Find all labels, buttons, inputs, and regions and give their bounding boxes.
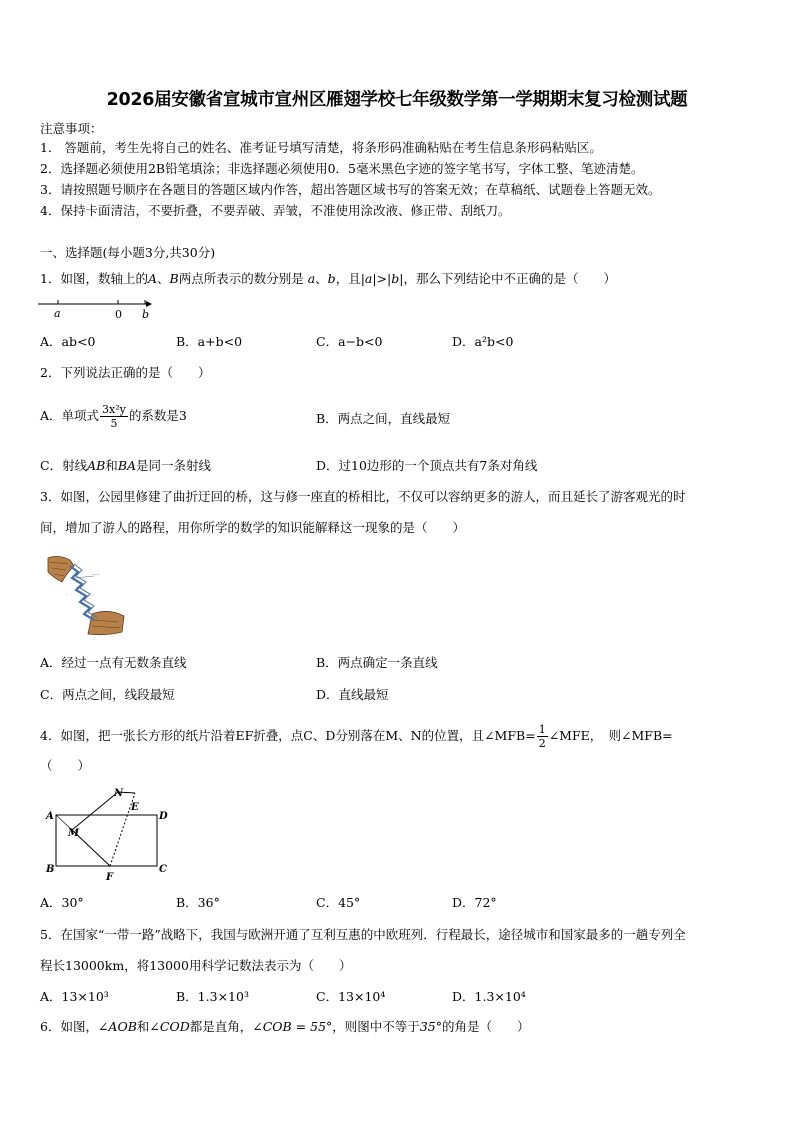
q1-comma: 、 — [315, 271, 328, 286]
label-a: a — [54, 307, 61, 320]
q5-option-a[interactable]: A．13×10³ — [40, 989, 109, 1004]
q2-ray-ab: AB — [87, 458, 106, 473]
q1-text-post: ，那么下列结论中不正确的是（ ） — [403, 271, 616, 286]
question-5-line-2: 程长13000km，将13000用科学记数法表示为（ ） — [40, 958, 352, 973]
label-e: E — [131, 802, 139, 813]
q4-option-d[interactable]: D．72° — [452, 895, 497, 910]
q5-option-b[interactable]: B．1.3×10³ — [176, 989, 249, 1004]
notice-heading: 注意事项： — [40, 121, 103, 136]
q1-text: 1．如图，数轴上的 — [40, 271, 148, 286]
question-5-line-1: 5．在国家“一带一路”战略下，我国与欧洲开通了互利互惠的中欧班列．行程最长，途径城市和国家最多的一趟专列全 — [40, 927, 686, 942]
q1-var-b: b — [327, 271, 336, 286]
label-0: 0 — [115, 308, 122, 321]
q2-fraction-numerator: 3x²y — [102, 403, 126, 416]
q6-angle-aob: ∠AOB — [97, 1019, 137, 1034]
notice-item-2: 2．选择题必须使用2B铅笔填涂；非选择题必须使用0．5毫米黑色字迹的签字笔书写，字体工整、笔迹清楚。 — [40, 161, 644, 176]
q1-sep: 、 — [157, 271, 170, 286]
q1-option-b[interactable]: B．a+b<0 — [176, 334, 243, 349]
q1-option-d[interactable]: D．a²b<0 — [452, 334, 514, 349]
label-b: b — [142, 308, 150, 321]
q3-option-d[interactable]: D．直线最短 — [316, 687, 389, 702]
q2-option-a-post: 的系数是3 — [128, 408, 187, 423]
q6-angle-cod: ∠COD — [149, 1019, 190, 1034]
folded-rectangle-figure — [40, 784, 180, 882]
notice-item-4: 4．保持卡面清洁，不要折叠，不要弄破、弄皱，不准使用涂改液、修正带、刮纸刀。 — [40, 203, 511, 218]
section-heading: 一、选择题(每小题3分,共30分) — [40, 245, 216, 260]
q5-option-c[interactable]: C．13×10⁴ — [316, 989, 386, 1004]
label-n: N — [114, 788, 124, 799]
number-line-arrow — [146, 301, 152, 307]
q2-option-c[interactable] — [40, 458, 211, 474]
q1-cond-pre: ，且 — [335, 271, 361, 286]
q1-text-mid: 两点所表示的数分别是 — [178, 271, 304, 286]
q2-option-a[interactable] — [40, 403, 187, 430]
notice-item-1: 1． 答题前，考生先将自己的姓名、准考证号填写清楚，将条形码准确粘贴在考生信息条形码粘贴区。 — [40, 140, 602, 155]
question-1-stem — [40, 271, 616, 287]
zigzag-bridge-figure — [44, 552, 128, 638]
q6-text-post-pre: ，则图中不等于 — [332, 1019, 420, 1034]
page-title: 2026届安徽省宣城市宣州区雁翅学校七年级数学第一学期期末复习检测试题 — [106, 90, 688, 110]
label-a: A — [46, 811, 54, 822]
q2-fraction-denominator: 5 — [110, 417, 118, 430]
q2-option-b[interactable]: B．两点之间，直线最短 — [316, 411, 451, 426]
q4-text-post: ∠MFE， 则∠MFB= — [548, 728, 673, 743]
q6-text-mid: 都是直角， — [189, 1019, 253, 1034]
q4-text: 4．如图，把一张长方形的纸片沿着EF折叠，点C、D分别落在M、N的位置，且∠MFB= — [40, 728, 536, 743]
label-c: C — [159, 864, 167, 875]
q3-option-b[interactable]: B．两点确定一条直线 — [316, 655, 438, 670]
q6-and: 和 — [136, 1019, 150, 1034]
q2-option-c-post: 是同一条射线 — [136, 458, 212, 473]
question-4-stem — [40, 723, 673, 750]
q6-text-post: 的角是（ ） — [441, 1019, 530, 1034]
q6-condition: ∠COB = 55° — [252, 1019, 333, 1034]
question-6-stem — [40, 1019, 529, 1035]
q2-ray-ba: BA — [117, 458, 137, 473]
q1-condition: |a|>|b| — [360, 271, 404, 286]
q1-point-b: B — [169, 271, 179, 286]
q4-fraction-numerator: 1 — [538, 723, 546, 736]
q6-value: 35° — [419, 1019, 442, 1034]
label-f: F — [106, 872, 114, 882]
q4-option-a[interactable]: A．30° — [40, 895, 84, 910]
question-3-line-1: 3．如图，公园里修建了曲折迂回的桥，这与修一座直的桥相比，不仅可以容纳更多的游人，而且延长了游客观光的时 — [40, 489, 686, 504]
question-4-paren: （ ） — [40, 758, 91, 773]
label-m: M — [68, 828, 80, 839]
q2-option-c-mid: 和 — [105, 458, 118, 473]
question-3-line-2: 间，增加了游人的路程，用你所学的数学的知识能解释这一现象的是（ ） — [40, 520, 466, 535]
q2-option-c-text: C．射线 — [40, 458, 88, 473]
notice-item-3: 3．请按照题号顺序在各题目的答题区域内作答，超出答题区域书写的答案无效；在草稿纸、试题卷上答题无效。 — [40, 182, 661, 197]
q4-option-b[interactable]: B．36° — [176, 895, 220, 910]
q4-fraction-denominator: 2 — [538, 737, 546, 750]
q2-option-d[interactable]: D．过10边形的一个顶点共有7条对角线 — [316, 458, 538, 473]
q2-fraction — [100, 403, 128, 430]
q5-option-d[interactable]: D．1.3×10⁴ — [452, 989, 526, 1004]
q1-option-c[interactable]: C．a−b<0 — [316, 334, 383, 349]
q4-fraction — [537, 723, 548, 750]
q4-option-c[interactable]: C．45° — [316, 895, 361, 910]
label-d: D — [159, 811, 168, 822]
svg-text:·····: ····· — [92, 572, 100, 578]
svg-text:·: · — [66, 592, 68, 598]
q3-option-a[interactable]: A．经过一点有无数条直线 — [40, 655, 187, 670]
q1-option-a[interactable]: A．ab<0 — [40, 334, 96, 349]
q6-text: 6．如图， — [40, 1019, 98, 1034]
q2-option-a-text: A．单项式 — [40, 408, 100, 423]
number-line-figure — [36, 296, 156, 322]
q1-point-a: A — [147, 271, 157, 286]
label-b: B — [46, 864, 55, 875]
q1-var-a: a — [307, 271, 316, 286]
q3-option-c[interactable]: C．两点之间，线段最短 — [40, 687, 175, 702]
question-2-stem: 2．下列说法正确的是（ ） — [40, 365, 211, 380]
